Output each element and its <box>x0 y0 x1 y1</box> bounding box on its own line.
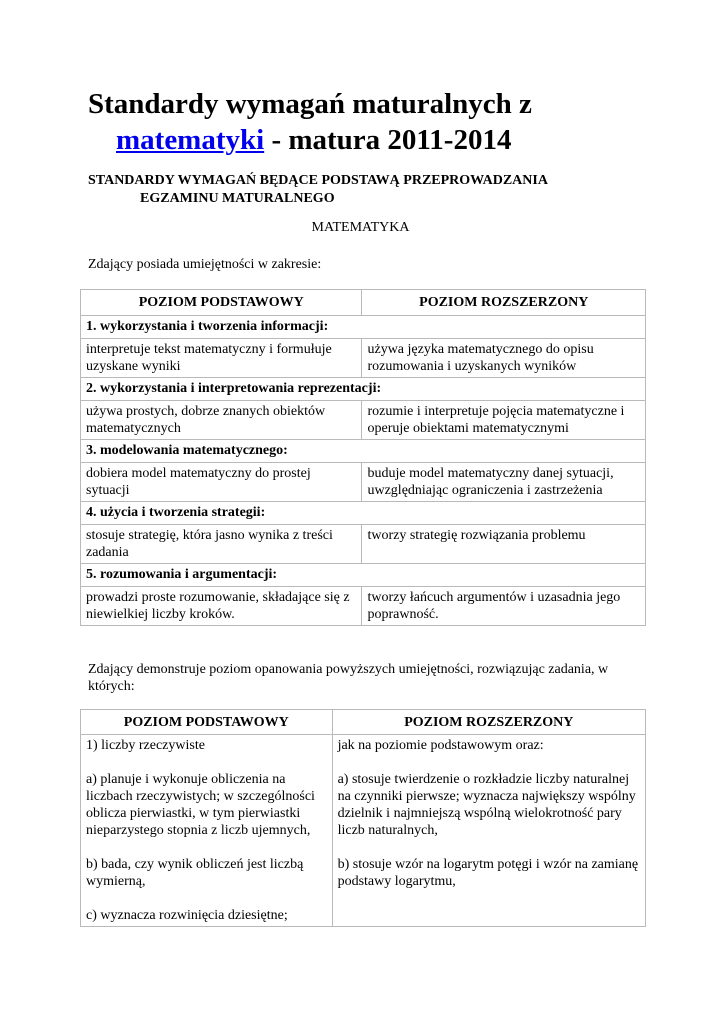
table-row <box>81 735 646 927</box>
section-row <box>81 316 646 339</box>
basic-item: b) bada, czy wynik obliczeń jest liczbą wymierną, <box>86 857 304 889</box>
tasks-table <box>80 709 646 927</box>
section-title: 1. wykorzystania i tworzenia informacji: <box>81 316 646 339</box>
basic-cell: dobiera model matematyczny do prostej sytuacji <box>81 463 362 502</box>
basic-item: 1) liczby rzeczywiste <box>86 738 205 753</box>
basic-cell: używa prostych, dobrze znanych obiektów matematycznych <box>81 401 362 440</box>
extended-cell: buduje model matematyczny danej sytuacji, uwzględniając ograniczenia i zastrzeżenia <box>362 463 646 502</box>
skills-table-header-row <box>81 290 646 316</box>
matematyki-link[interactable]: matematyki <box>116 124 265 156</box>
skills-table <box>80 289 646 626</box>
basic-item: a) planuje i wykonuje obliczenia na liczbach rzeczywistych; w szczególności oblicza pierwiastki, w tym pierwiastki nieparzystego stopnia z liczb ujemnych, <box>86 772 315 838</box>
extended-cell: rozumie i interpretuje pojęcia matematyczne i operuje obiektami matematycznymi <box>362 401 646 440</box>
title-line-2 <box>88 122 688 158</box>
header-extended: POZIOM ROZSZERZONY <box>362 290 646 316</box>
page-title <box>88 86 688 158</box>
header-basic: POZIOM PODSTAWOWY <box>81 290 362 316</box>
section-title: 5. rozumowania i argumentacji: <box>81 564 646 587</box>
extended-item: jak na poziomie podstawowym oraz: <box>337 738 544 753</box>
section-title: 4. użycia i tworzenia strategii: <box>81 502 646 525</box>
extended-cell: tworzy łańcuch argumentów i uzasadnia jego poprawność. <box>362 587 646 626</box>
extended-cell: używa języka matematycznego do opisu rozumowania i uzyskanych wyników <box>362 339 646 378</box>
table-row <box>81 339 646 378</box>
section-title: 2. wykorzystania i interpretowania reprezentacji: <box>81 378 646 401</box>
basic-cell <box>81 735 333 927</box>
extended-cell: tworzy strategię rozwiązania problemu <box>362 525 646 564</box>
section-title: 3. modelowania matematycznego: <box>81 440 646 463</box>
title-line-1: Standardy wymagań maturalnych z <box>88 88 532 120</box>
demo-text: Zdający demonstruje poziom opanowania powyższych umiejętności, rozwiązując zadania, w których: <box>88 662 609 694</box>
extended-cell <box>332 735 645 927</box>
subject-text: MATEMATYKA <box>311 220 410 235</box>
standards-heading <box>88 172 648 208</box>
table-row <box>81 401 646 440</box>
basic-cell: stosuje strategię, która jasno wynika z treści zadania <box>81 525 362 564</box>
intro-text: Zdający posiada umiejętności w zakresie: <box>88 257 322 272</box>
header-basic: POZIOM PODSTAWOWY <box>81 710 333 735</box>
basic-item: c) wyznacza rozwinięcia dziesiętne; <box>86 908 288 923</box>
header-extended: POZIOM ROZSZERZONY <box>332 710 645 735</box>
section-row <box>81 502 646 525</box>
title-line-2-rest: - matura 2011-2014 <box>264 124 512 156</box>
extended-item: b) stosuje wzór na logarytm potęgi i wzór na zamianę podstawy logarytmu, <box>337 857 639 889</box>
extended-item: a) stosuje twierdzenie o rozkładzie liczby naturalnej na czynniki pierwsze; wyznacza największy wspólny dzielnik i najmniejszą wspólną wielokrotność pary liczb naturalnych, <box>337 772 636 838</box>
standards-heading-line-1: STANDARDY WYMAGAŃ BĘDĄCE PODSTAWĄ PRZEPROWADZANIA <box>88 173 548 188</box>
table-row <box>81 463 646 502</box>
section-row <box>81 440 646 463</box>
basic-cell: interpretuje tekst matematyczny i formułuje uzyskane wyniki <box>81 339 362 378</box>
standards-heading-line-2: EGZAMINU MATURALNEGO <box>140 191 335 206</box>
section-row <box>81 564 646 587</box>
table-row <box>81 525 646 564</box>
subject-label <box>0 220 725 236</box>
section-row <box>81 378 646 401</box>
basic-cell: prowadzi proste rozumowanie, składające się z niewielkiej liczby kroków. <box>81 587 362 626</box>
tasks-table-header-row <box>81 710 646 735</box>
table-row <box>81 587 646 626</box>
